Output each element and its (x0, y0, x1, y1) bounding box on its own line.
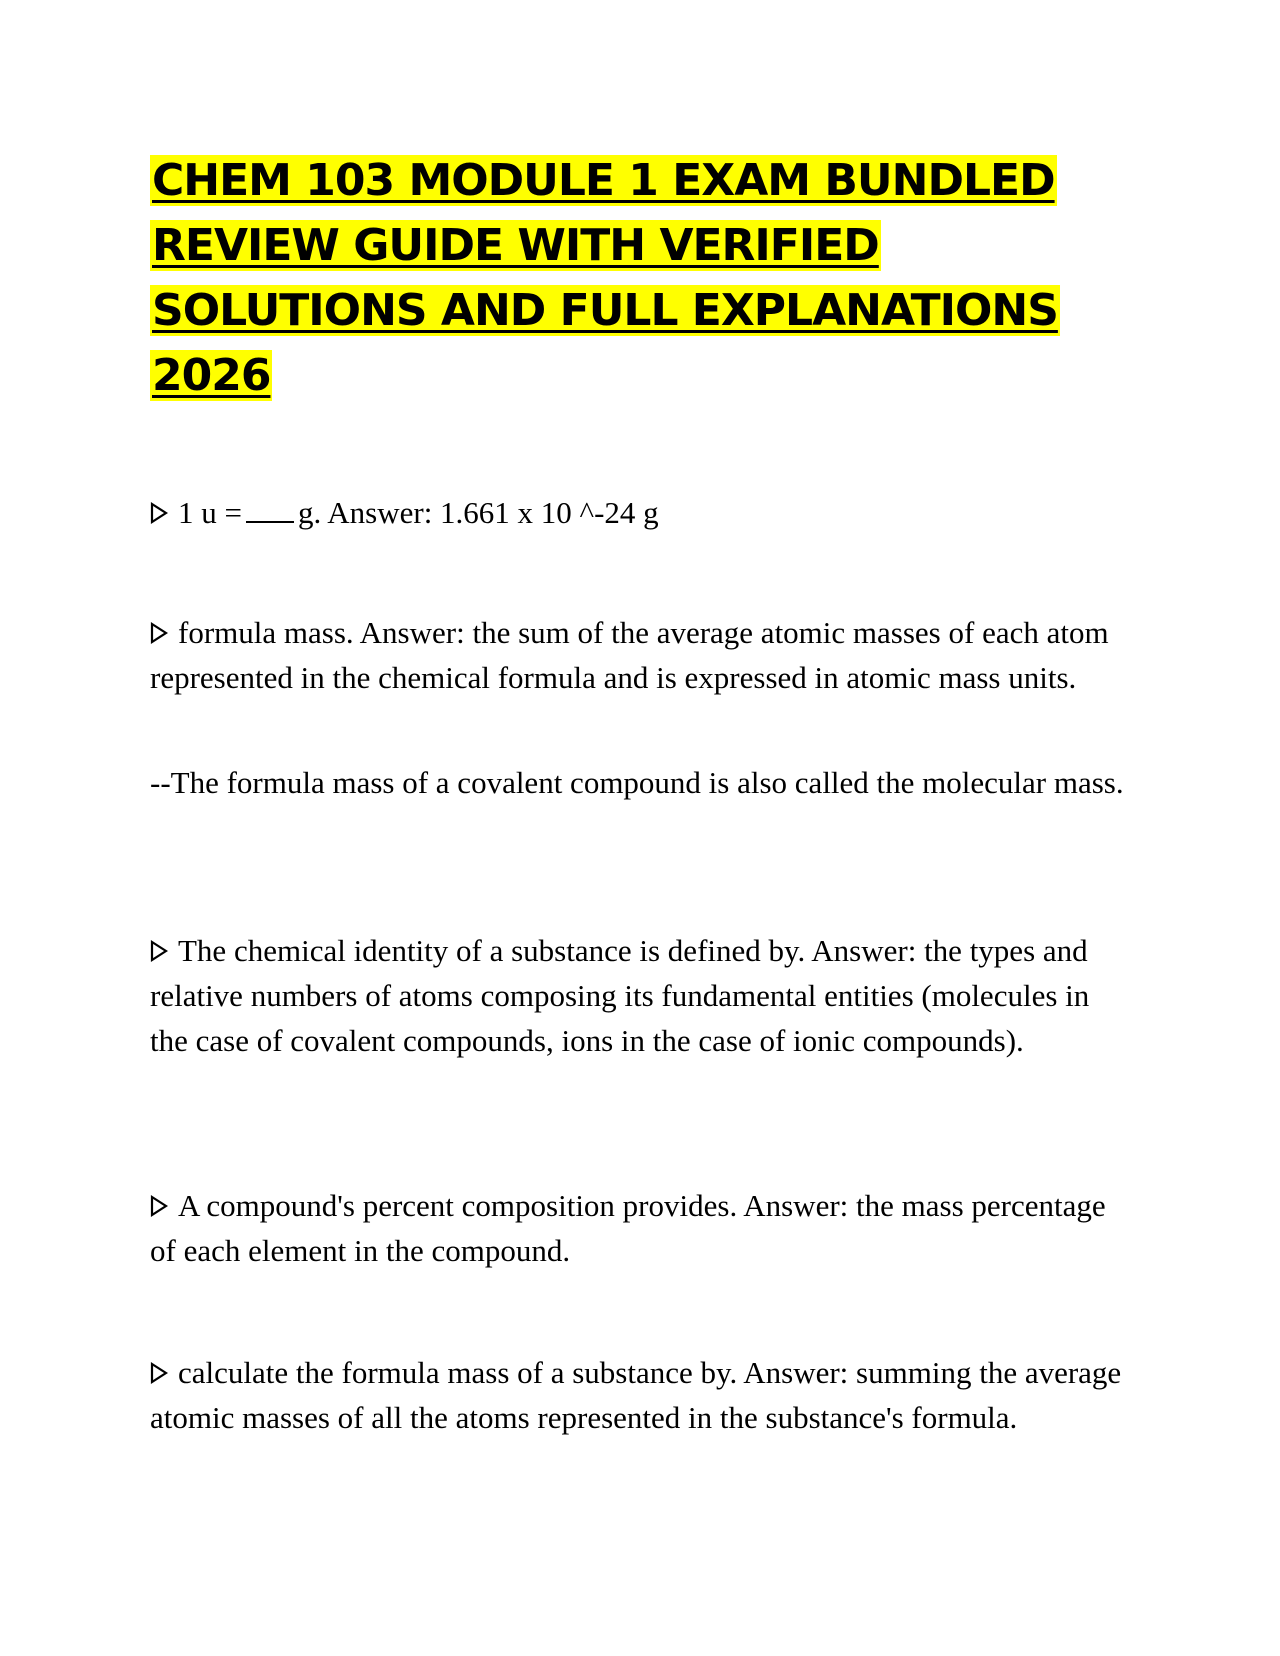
title-highlight: CHEM 103 MODULE 1 EXAM BUNDLED REVIEW GUIDE WITH VERIFIED SOLUTIONS AND FULL EXPLANATIONS 2026 (152, 155, 1058, 401)
question-text: formula mass. Answer: the sum of the average atomic masses of each atom represented in the chemical formula and is expressed in atomic mass units. (150, 615, 1109, 695)
question-text: The chemical identity of a substance is defined by. Answer: the types and relative numbers of atoms composing its fundamental entities (molecules in the case of covalent compounds, ions in the case of ionic compounds). (150, 933, 1090, 1058)
question-item-4 (150, 1183, 1130, 1273)
question-item-2 (150, 610, 1130, 700)
triangle-right-outline-icon (150, 1362, 168, 1384)
triangle-right-outline-icon (150, 940, 168, 962)
document-title (150, 148, 1150, 408)
question-prefix: 1 u = (178, 495, 242, 530)
question-suffix: g. Answer: 1.661 x 10 ^-24 g (297, 495, 659, 530)
answer-blank (246, 497, 294, 523)
question-item-3 (150, 928, 1130, 1063)
triangle-right-outline-icon (150, 502, 168, 524)
question-text: A compound's percent composition provides. Answer: the mass percentage of each element in the compound. (150, 1188, 1106, 1268)
question-item-5 (150, 1350, 1130, 1440)
triangle-right-outline-icon (150, 622, 168, 644)
question-note: --The formula mass of a covalent compound is also called the molecular mass. (150, 765, 1124, 800)
question-item-1 (150, 490, 1130, 535)
question-text: calculate the formula mass of a substance by. Answer: summing the average atomic masses of all the atoms represented in the substance's formula. (150, 1355, 1122, 1435)
triangle-right-outline-icon (150, 1195, 168, 1217)
